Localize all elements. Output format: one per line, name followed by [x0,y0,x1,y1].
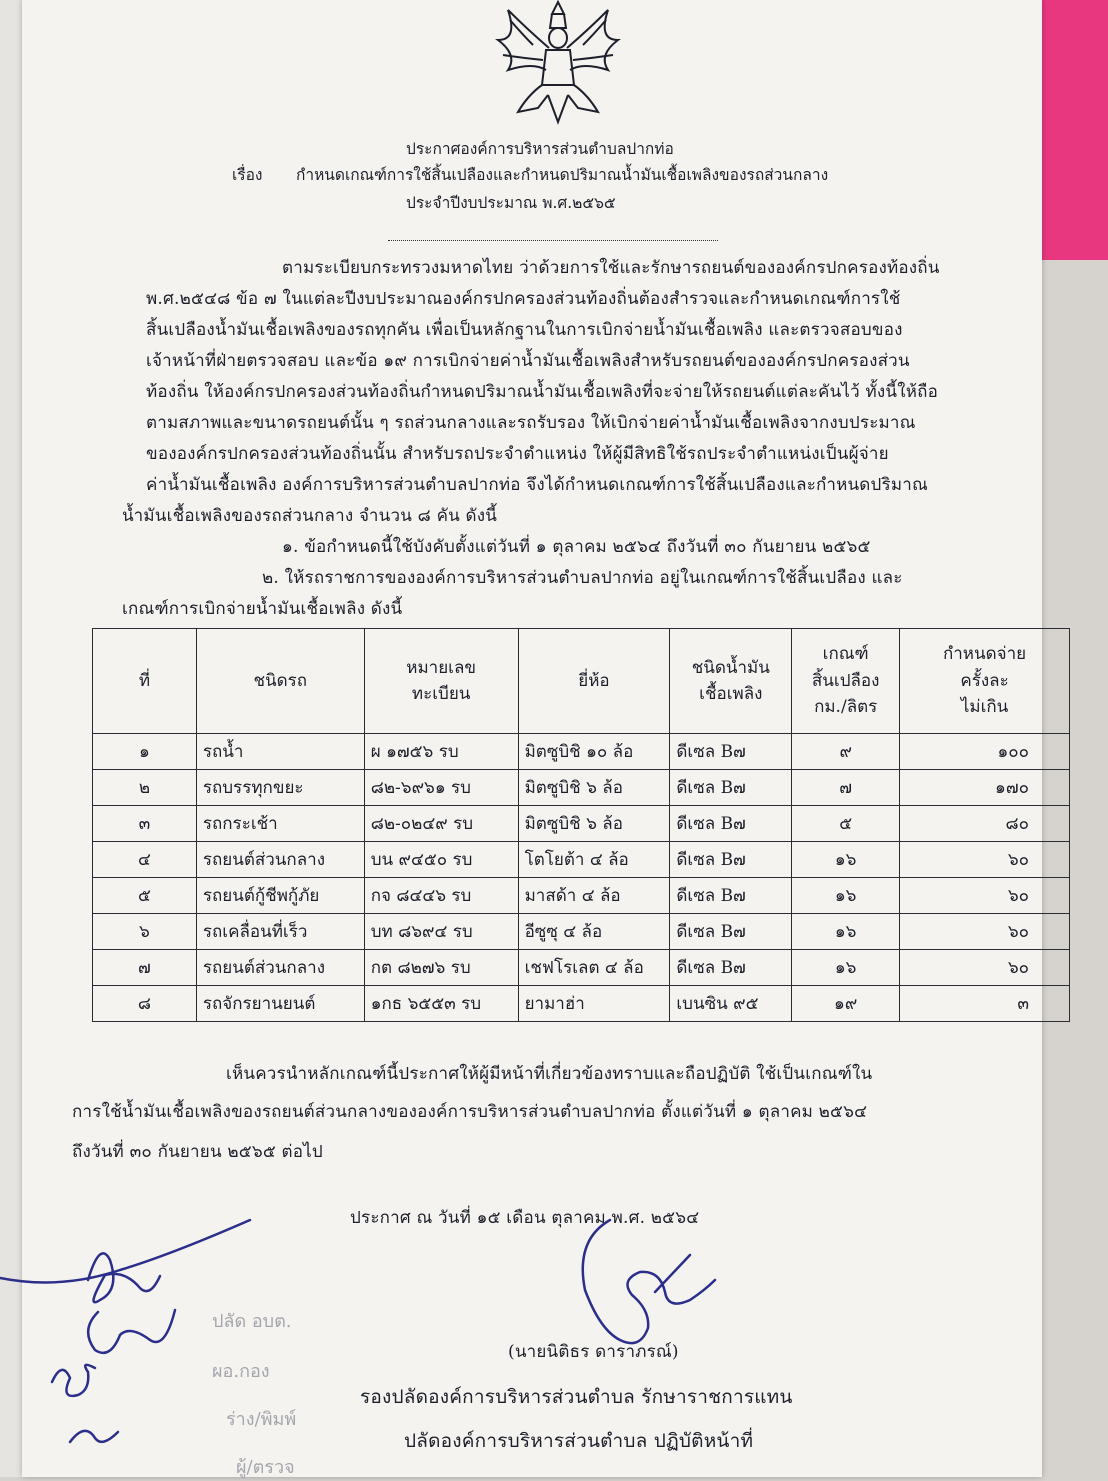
table-row: ๒ รถบรรทุกขยะ ๘๒-๖๙๖๑ รบ มิตซูบิชิ ๖ ล้อ ดีเซล B๗ ๗ ๑๗๐ [93,770,1070,806]
subject-text: กำหนดเกณฑ์การใช้สิ้นเปลืองและกำหนดปริมาณน้ำมันเชื้อเพลิงของรถส่วนกลาง [296,166,829,184]
clause-1: ๑. ข้อกำหนดนี้ใช้บังคับตั้งแต่วันที่ ๑ ตุลาคม ๒๕๖๔ ถึงวันที่ ๓๐ กันยายน ๒๕๖๕ [282,537,871,557]
header-no: ที่ [93,629,197,734]
body-line: ค่าน้ำมันเชื้อเพลิง องค์การบริหารส่วนตำบลปากท่อ จึงได้กำหนดเกณฑ์การใช้สิ้นเปลืองและกำหนดปริมาณ [146,475,928,495]
stamp-line: ร่าง/พิมพ์ [226,1409,297,1430]
table-row: ๑ รถน้ำ ผ ๑๗๕๖ รบ มิตซูบิชิ ๑๐ ล้อ ดีเซล B๗ ๙ ๑๐๐ [93,734,1070,770]
subject-label: เรื่อง [232,166,263,184]
header-fuel-type: ชนิดน้ำมัน เชื้อเพลิง [670,629,792,734]
table-row: ๗ รถยนต์ส่วนกลาง กต ๘๒๗๖ รบ เชฟโรเลต ๔ ล้อ ดีเซล B๗ ๑๖ ๖๐ [93,950,1070,986]
fiscal-year-line: ประจำปีงบประมาณ พ.ศ.๒๕๖๕ [406,194,616,212]
divider-dotted [388,240,718,241]
clause-2: ๒. ให้รถราชการขององค์การบริหารส่วนตำบลปากท่อ อยู่ในเกณฑ์การใช้สิ้นเปลือง และ [262,568,903,588]
stamp-line: ผอ.กอง [212,1361,270,1382]
table-header-row [93,629,1070,734]
stamp-line: ผู้/ตรวจ [236,1457,295,1478]
body-line: เจ้าหน้าที่ฝ่ายตรวจสอบ และข้อ ๑๙ การเบิกจ่ายค่าน้ำมันเชื้อเพลิงสำหรับรถยนต์ขององค์กรปกครองส่วน [146,351,910,371]
table-row: ๕ รถยนต์กู้ชีพกู้ภัย กจ ๘๔๔๖ รบ มาสด้า ๔ ล้อ ดีเซล B๗ ๑๖ ๖๐ [93,878,1070,914]
signer-name: (นายนิติธร ดาราภรณ์) [508,1342,679,1362]
body-line: พ.ศ.๒๕๔๘ ข้อ ๗ ในแต่ละปีงบประมาณองค์กรปกครองส่วนท้องถิ่นต้องสำรวจและกำหนดเกณฑ์การใช้ [146,289,901,309]
header-brand: ยี่ห้อ [518,629,670,734]
garuda-emblem [488,0,628,125]
body-line: สิ้นเปลืองน้ำมันเชื้อเพลิงของรถทุกคัน เพื่อเป็นหลักฐานในการเบิกจ่ายน้ำมันเชื้อเพลิง และตรวจสอบของ [146,320,903,340]
announce-date: ประกาศ ณ วันที่ ๑๕ เดือน ตุลาคม พ.ศ. ๒๕๖๔ [350,1208,700,1228]
table-row: ๘ รถจักรยานยนต์ ๑กธ ๖๕๕๓ รบ ยามาฮ่า เบนซิน ๙๕ ๑๙ ๓ [93,986,1070,1022]
signatures [0,1200,1108,1477]
vehicle-fuel-table [92,628,1070,1022]
signer-title-2: ปลัดองค์การบริหารส่วนตำบล ปฏิบัติหน้าที่ [404,1430,754,1452]
stamp-line: ปลัด อบต. [212,1311,292,1332]
clause-2-continued: เกณฑ์การเบิกจ่ายน้ำมันเชื้อเพลิง ดังนี้ [122,599,403,619]
body-line: ท้องถิ่น ให้องค์กรปกครองส่วนท้องถิ่นกำหนดปริมาณน้ำมันเชื้อเพลิงที่จะจ่ายให้รถยนต์แต่ละคันไว้ ทั้งนี้ให้ถือ [146,382,939,402]
header-plate: หมายเลข ทะเบียน [364,629,518,734]
closing-line: การใช้น้ำมันเชื้อเพลิงของรถยนต์ส่วนกลางขององค์การบริหารส่วนตำบลปากท่อ ตั้งแต่วันที่ ๑ ตุลาคม ๒๕๖๔ [72,1102,868,1122]
body-line: น้ำมันเชื้อเพลิงของรถส่วนกลาง จำนวน ๘ คัน ดังนี้ [122,506,498,526]
org-heading: ประกาศองค์การบริหารส่วนตำบลปากท่อ [406,140,674,158]
signer-title: รองปลัดองค์การบริหารส่วนตำบล รักษาราชการแทน [360,1386,793,1408]
closing-line: เห็นควรนำหลักเกณฑ์นี้ประกาศให้ผู้มีหน้าที่เกี่ยวข้องทราบและถือปฏิบัติ ใช้เป็นเกณฑ์ใน [226,1064,873,1084]
table-row: ๓ รถกระเช้า ๘๒-๐๒๔๙ รบ มิตซูบิชิ ๖ ล้อ ดีเซล B๗ ๕ ๘๐ [93,806,1070,842]
body-line: ขององค์กรปกครองส่วนท้องถิ่นนั้น สำหรับรถประจำตำแหน่ง ให้ผู้มีสิทธิใช้รถประจำตำแหน่งเป็นผู้จ่าย [146,444,889,464]
table-row: ๖ รถเคลื่อนที่เร็ว บท ๘๖๙๔ รบ อีซูซุ ๔ ล้อ ดีเซล B๗ ๑๖ ๖๐ [93,914,1070,950]
header-vehicle-type: ชนิดรถ [196,629,364,734]
body-line: ตามสภาพและขนาดรถยนต์นั้น ๆ รถส่วนกลางและรถรับรอง ให้เบิกจ่ายค่าน้ำมันเชื้อเพลิงจากงบประมาณ [146,413,916,433]
closing-line: ถึงวันที่ ๓๐ กันยายน ๒๕๖๕ ต่อไป [72,1142,323,1162]
header-max-payment: กำหนดจ่าย ครั้งละ ไม่เกิน [900,629,1070,734]
body-line: ตามระเบียบกระทรวงมหาดไทย ว่าด้วยการใช้และรักษารถยนต์ขององค์กรปกครองท้องถิ่น [282,258,940,278]
table-row: ๔ รถยนต์ส่วนกลาง บน ๙๔๕๐ รบ โตโยต้า ๔ ล้อ ดีเซล B๗ ๑๖ ๖๐ [93,842,1070,878]
header-consumption-rate: เกณฑ์ สิ้นเปลือง กม./ลิตร [792,629,900,734]
